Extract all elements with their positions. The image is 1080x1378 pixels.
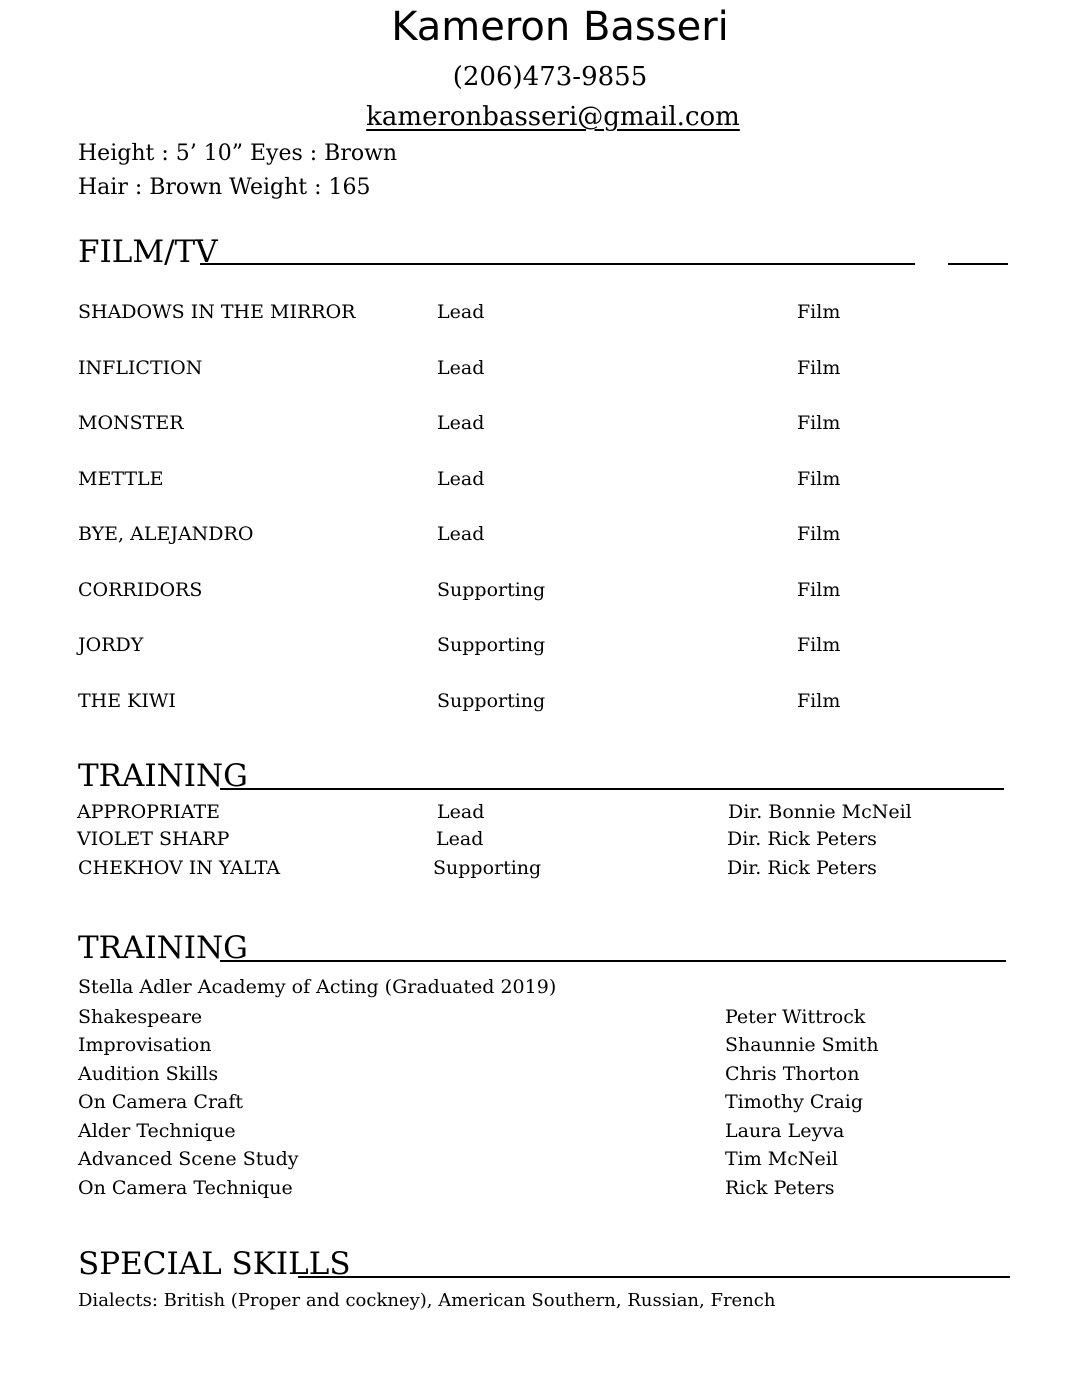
- training-course: Shakespeare: [78, 1006, 203, 1028]
- film-title: METTLE: [78, 468, 164, 490]
- section-rule-film-tv-end: [948, 263, 1008, 265]
- training-teacher: Laura Leyva: [725, 1120, 845, 1142]
- training-course: On Camera Technique: [78, 1177, 293, 1199]
- film-role: Lead: [437, 301, 485, 323]
- training-teacher: Shaunnie Smith: [725, 1034, 879, 1056]
- film-title: INFLICTION: [78, 357, 203, 379]
- training-course: Advanced Scene Study: [78, 1148, 299, 1170]
- training-teacher: Chris Thorton: [725, 1063, 860, 1085]
- film-role: Lead: [437, 523, 485, 545]
- film-role: Supporting: [437, 579, 546, 601]
- film-title: JORDY: [78, 634, 144, 656]
- theatre-title: APPROPRIATE: [77, 801, 220, 823]
- film-role: Supporting: [437, 690, 546, 712]
- theatre-director: Dir. Rick Peters: [727, 857, 877, 879]
- film-role: Lead: [437, 468, 485, 490]
- special-skills-text: Dialects: British (Proper and cockney), American Southern, Russian, French: [78, 1290, 776, 1311]
- film-type: Film: [797, 690, 841, 712]
- training-teacher: Tim McNeil: [725, 1148, 838, 1170]
- training-course: On Camera Craft: [78, 1091, 244, 1113]
- section-heading-training: TRAINING: [78, 930, 248, 966]
- section-heading-theatre: TRAINING: [78, 758, 248, 794]
- section-rule-film-tv: [200, 263, 915, 265]
- film-title: CORRIDORS: [78, 579, 203, 601]
- film-type: Film: [797, 357, 841, 379]
- training-course: Audition Skills: [78, 1063, 219, 1085]
- section-heading-film-tv: FILM/TV: [78, 234, 218, 270]
- theatre-role: Lead: [436, 828, 484, 850]
- resume-name: Kameron Basseri: [391, 4, 729, 50]
- film-type: Film: [797, 634, 841, 656]
- film-type: Film: [797, 468, 841, 490]
- film-type: Film: [797, 301, 841, 323]
- email-link[interactable]: [0, 102, 1080, 132]
- film-type: Film: [797, 579, 841, 601]
- email-text[interactable]: kameronbasseri@gmail.com: [366, 102, 740, 132]
- training-course: Alder Technique: [78, 1120, 236, 1142]
- theatre-role: Lead: [437, 801, 485, 823]
- theatre-title: CHEKHOV IN YALTA: [78, 857, 281, 879]
- theatre-director: Dir. Bonnie McNeil: [728, 801, 912, 823]
- section-rule-special-skills: [298, 1276, 1010, 1278]
- training-course: Improvisation: [78, 1034, 212, 1056]
- film-title: BYE, ALEJANDRO: [78, 523, 254, 545]
- film-type: Film: [797, 412, 841, 434]
- stats-line-1: Height : 5’ 10” Eyes : Brown: [78, 141, 398, 166]
- film-title: THE KIWI: [78, 690, 176, 712]
- training-teacher: Peter Wittrock: [725, 1006, 866, 1028]
- training-school: Stella Adler Academy of Acting (Graduated 2019): [78, 976, 557, 998]
- film-role: Supporting: [437, 634, 546, 656]
- theatre-role: Supporting: [433, 857, 542, 879]
- training-teacher: Timothy Craig: [725, 1091, 864, 1113]
- film-type: Film: [797, 523, 841, 545]
- film-role: Lead: [437, 412, 485, 434]
- training-teacher: Rick Peters: [725, 1177, 835, 1199]
- phone-number: (206)473-9855: [452, 62, 648, 92]
- theatre-director: Dir. Rick Peters: [727, 828, 877, 850]
- film-title: MONSTER: [78, 412, 184, 434]
- stats-line-2: Hair : Brown Weight : 165: [78, 175, 371, 200]
- section-rule-theatre: [220, 788, 1004, 790]
- film-role: Lead: [437, 357, 485, 379]
- section-heading-special-skills: SPECIAL SKILLS: [78, 1246, 351, 1282]
- theatre-title: VIOLET SHARP: [77, 828, 230, 850]
- film-title: SHADOWS IN THE MIRROR: [78, 301, 356, 323]
- section-rule-training: [220, 960, 1006, 962]
